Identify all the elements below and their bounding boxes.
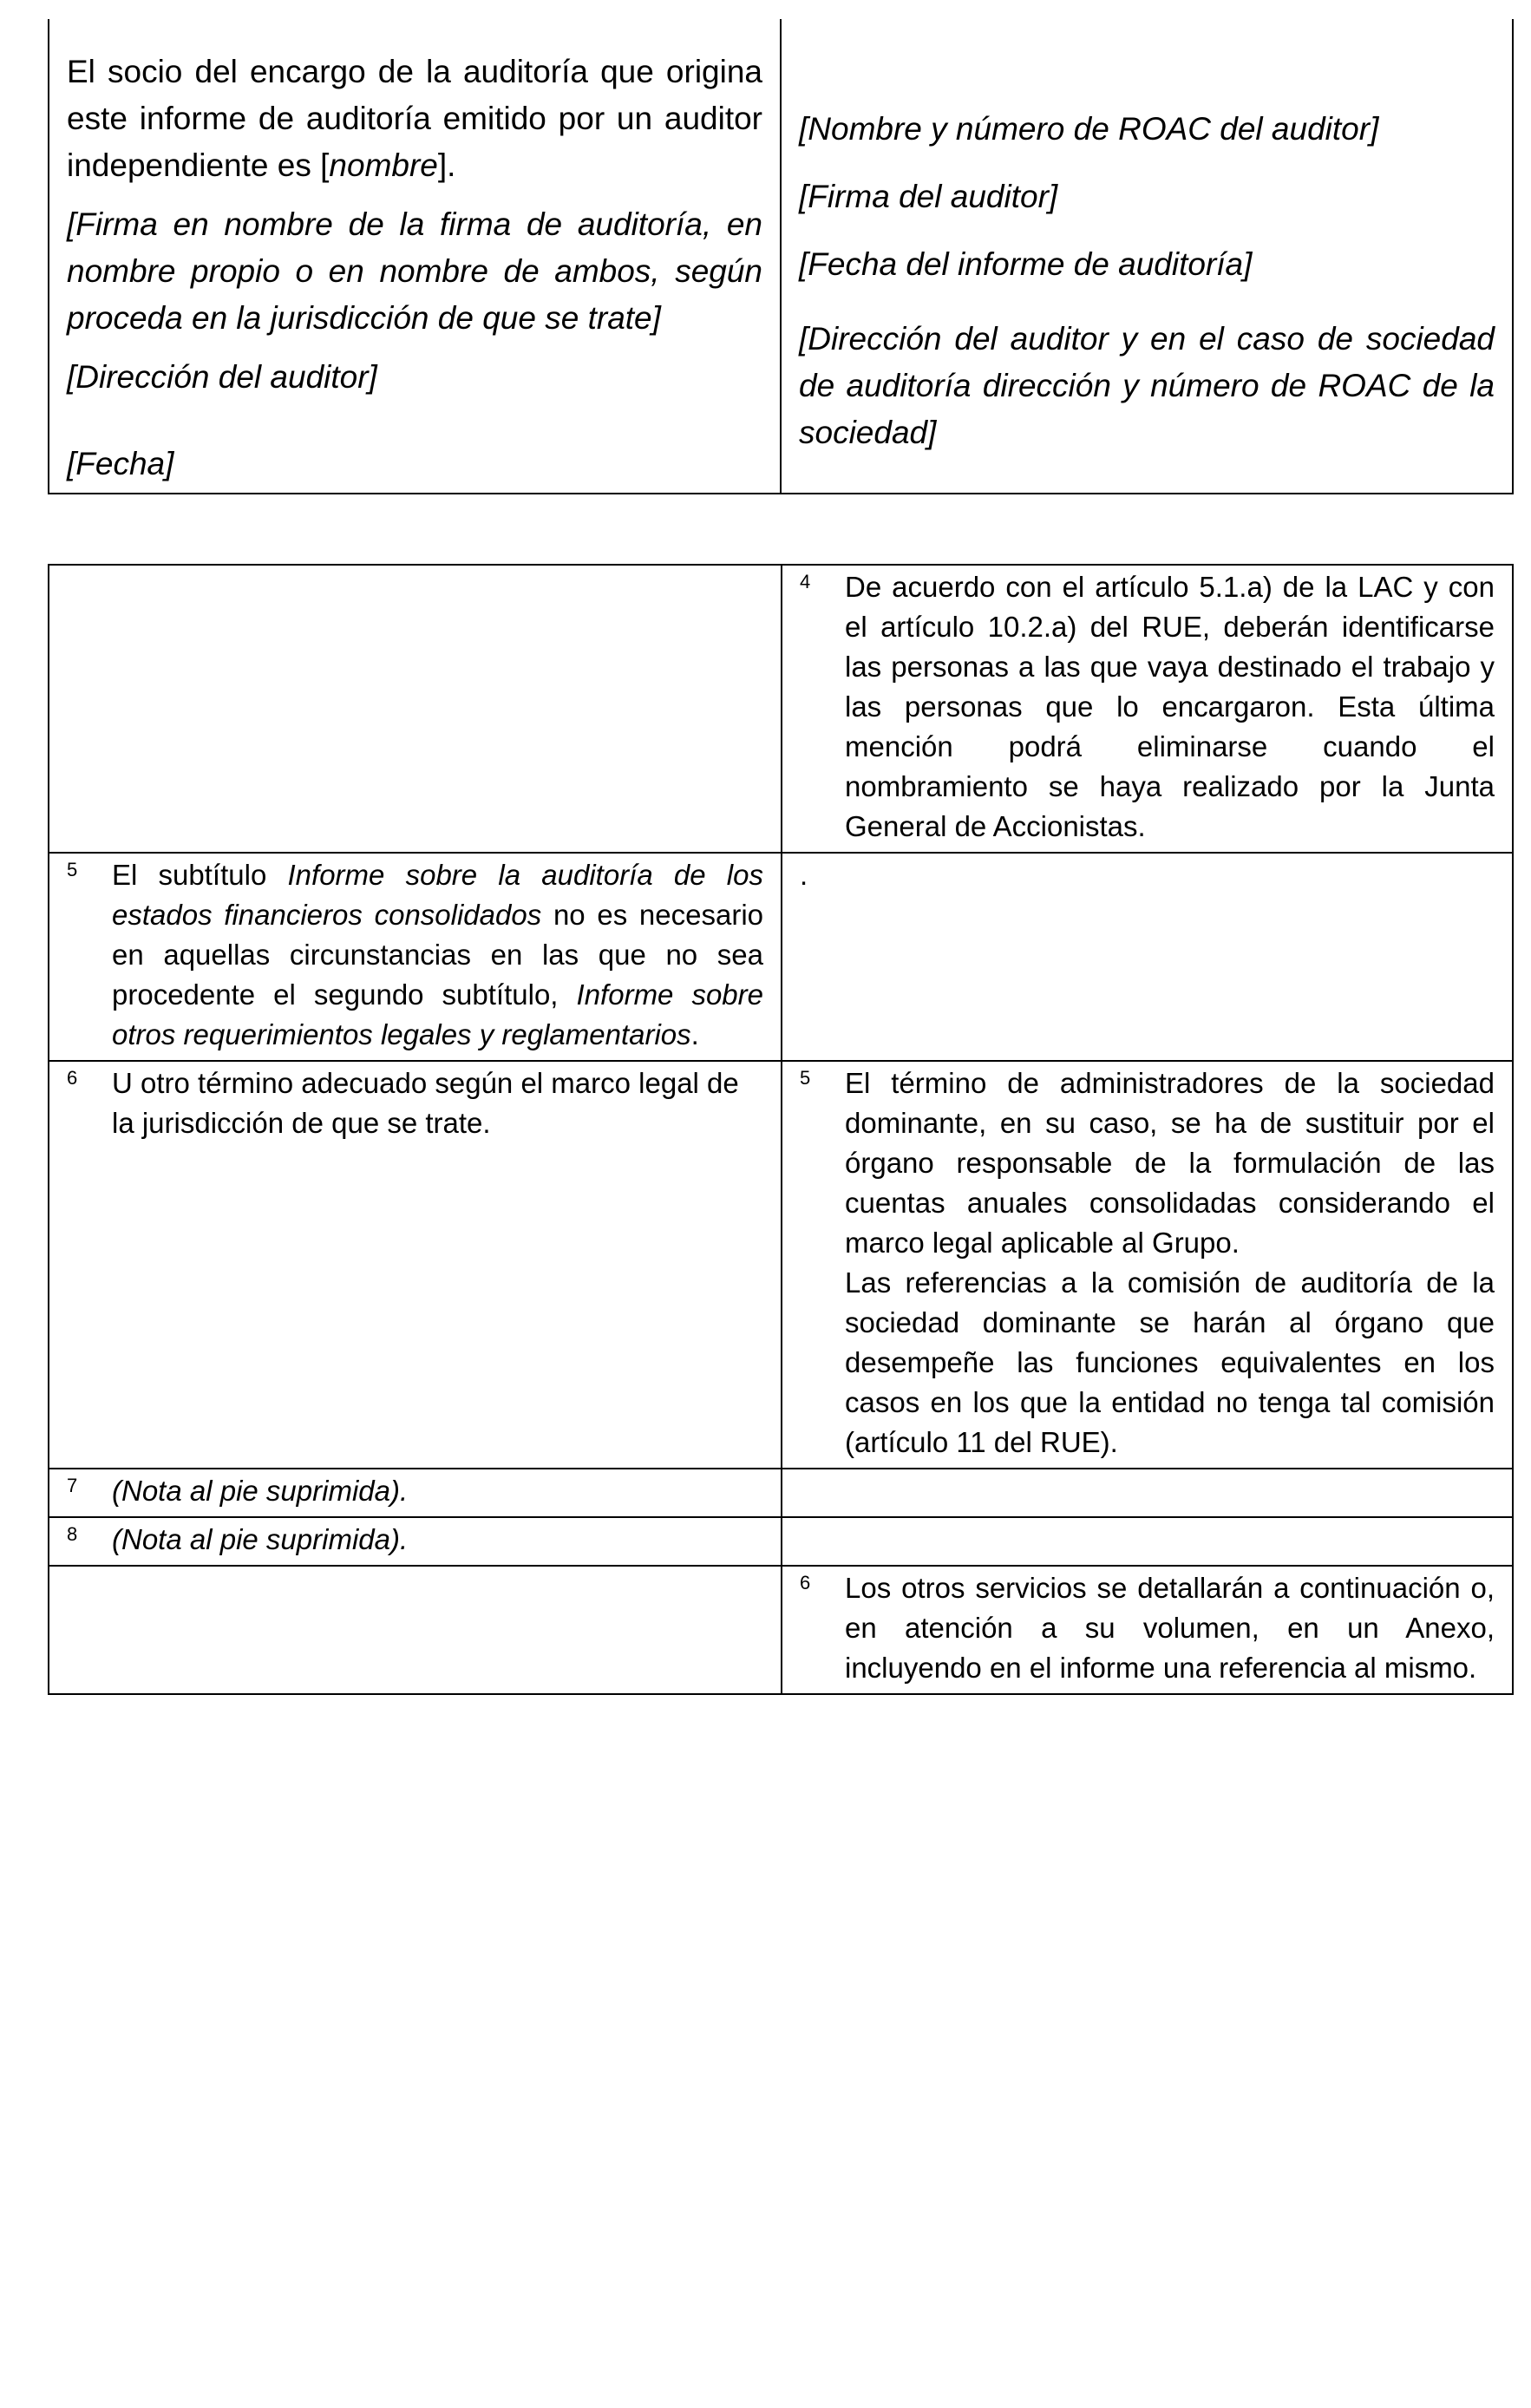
footnote-cell-empty (782, 1517, 1513, 1566)
footnote-cell (49, 853, 782, 1061)
footnote-text: Los otros servicios se detallarán a continuación o, en atención a su volumen, en un Anexo, incluyendo en el informe una referencia al mismo. (845, 1572, 1495, 1684)
footnote-text-part: El subtítulo (112, 859, 288, 891)
auditor-signature-placeholder: [Firma del auditor] (799, 179, 1058, 214)
table-row (49, 1517, 1513, 1566)
footnote-number: 7 (67, 1475, 78, 1496)
footnote-italic-title: Informe sobre otros requerimientos legales y reglamentarios (112, 978, 763, 1050)
footnote-cell (49, 1517, 782, 1566)
footnote-cell-empty (49, 1566, 782, 1694)
footnote-number: 6 (67, 1067, 78, 1089)
partner-name-placeholder: nombre (329, 147, 438, 183)
footnote-text: (Nota al pie suprimida). (112, 1523, 409, 1555)
footnote-cell (49, 1469, 782, 1517)
footnote-dot: . (800, 859, 808, 891)
footnote-text (845, 1063, 1495, 1462)
auditor-address-roac-placeholder: [Dirección del auditor y en el caso de sociedad de auditoría dirección y número de ROAC de la sociedad] (799, 321, 1495, 450)
signature-block-right (782, 19, 1512, 493)
footnote-cell (782, 1566, 1513, 1694)
table-row (49, 1566, 1513, 1694)
table-row (49, 1061, 1513, 1469)
footnote-paragraph: El término de administradores de la sociedad dominante, en su caso, se ha de sustituir por el órgano responsable de la formulación de las cuentas anuales consolidadas considerando el marco legal aplicable al Grupo. (845, 1067, 1495, 1259)
footnote-cell (782, 853, 1513, 1061)
auditor-name-roac-placeholder: [Nombre y número de ROAC del auditor] (799, 111, 1379, 147)
footnote-text (112, 855, 763, 1055)
partner-text-start: El socio del encargo de la auditoría que origina este informe de auditoría emitido por un auditor independiente es [ (67, 54, 762, 183)
footnote-text: (Nota al pie suprimida). (112, 1475, 409, 1507)
table-row (49, 1469, 1513, 1517)
partner-text-end: ]. (437, 147, 456, 183)
report-date-placeholder: [Fecha del informe de auditoría] (799, 246, 1253, 282)
auditor-address-placeholder: [Dirección del auditor] (67, 359, 377, 395)
footnote-text: U otro término adecuado según el marco legal de la jurisdicción de que se trate. (112, 1067, 739, 1139)
footnote-cell-empty (49, 565, 782, 853)
signature-block (48, 19, 1514, 494)
footnote-number: 5 (67, 859, 78, 880)
firm-signature-placeholder: [Firma en nombre de la firma de auditoría, en nombre propio o en nombre de ambos, según proceda en la jurisdicción de que se trate] (67, 206, 762, 336)
footnote-paragraph: Las referencias a la comisión de auditoría de la sociedad dominante se harán al órgano que desempeñe las funciones equivalentes en los casos en los que la entidad no tenga tal comisión (artículo 11 del RUE). (845, 1266, 1495, 1458)
table-row (49, 853, 1513, 1061)
footnote-text-part: . (690, 1018, 699, 1050)
footnote-text: De acuerdo con el artículo 5.1.a) de la LAC y con el artículo 10.2.a) del RUE, deberán identificarse las personas a las que vaya destinado el trabajo y las personas que lo encargaron. Esta última mención podrá eliminarse cuando el nombramiento se haya realizado por la Junta General de Accionistas. (845, 571, 1495, 842)
footnotes-table (48, 564, 1514, 1695)
footnote-number: 5 (800, 1067, 811, 1089)
date-placeholder: [Fecha] (67, 446, 174, 481)
footnote-cell (782, 565, 1513, 853)
table-row (49, 565, 1513, 853)
footnote-text-part: no es necesario en aquellas circunstancias en las que no sea procedente el segundo subtítulo, (112, 899, 764, 1011)
engagement-partner-text (67, 49, 762, 189)
footnote-cell-empty (782, 1469, 1513, 1517)
footnote-number: 6 (800, 1572, 811, 1593)
footnote-number: 4 (800, 571, 811, 592)
footnote-cell (782, 1061, 1513, 1469)
signature-block-left (49, 19, 782, 493)
footnote-italic-title: Informe sobre la auditoría de los estados financieros consolidados (112, 859, 763, 931)
footnote-number: 8 (67, 1523, 78, 1545)
footnote-cell (49, 1061, 782, 1469)
